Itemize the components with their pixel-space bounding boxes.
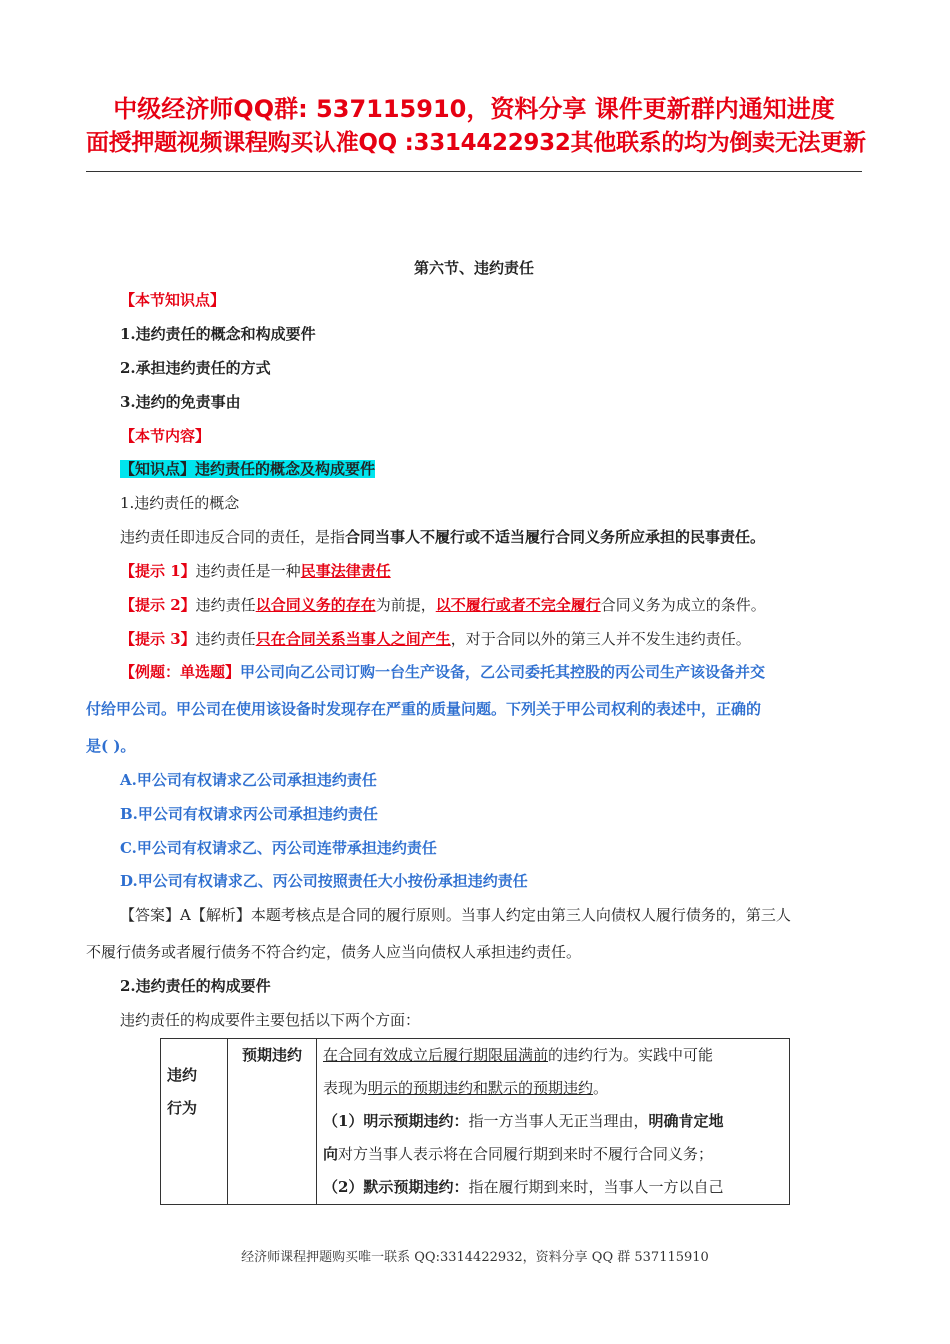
knowledge-point-2: 2.承担违约责任的方式 [120, 359, 271, 377]
knowledge-point-3: 3.违约的免责事由 [120, 393, 241, 411]
desc-2-text-1: 表现为 [323, 1079, 369, 1097]
desc-line-1 [323, 1039, 781, 1072]
definition-bold: 合同当事人不履行或不适当履行合同义务所应承担的民事责任。 [345, 528, 766, 546]
page-footer: 经济师课程押题购买唯一联系 QQ:3314422932，资料分享 QQ 群 537115910 [241, 1250, 709, 1265]
knowledge-point-1: 1.违约责任的概念和构成要件 [120, 325, 316, 343]
promo-banner [86, 92, 866, 160]
highlighted-heading: 【知识点】违约责任的概念及构成要件 [120, 460, 376, 478]
tip-1 [86, 560, 862, 582]
option-a: A.甲公司有权请求乙公司承担违约责任 [120, 771, 377, 789]
description-cell [317, 1039, 790, 1205]
definition-prefix: 违约责任即违反合同的责任，是指 [120, 528, 346, 546]
tip-2-text-1: 违约责任 [195, 596, 256, 614]
desc-3-bold-1: （1）明示预期违约： [323, 1112, 469, 1130]
desc-line-4 [323, 1138, 781, 1171]
example-question-line-3: 是( )。 [86, 737, 136, 755]
tip-2-text-3: 合同义务为成立的条件。 [600, 596, 766, 614]
desc-4-text: 对方当事人表示将在合同履行期到来时不履行合同义务； [338, 1145, 714, 1163]
desc-2-underlined: 明示的预期违约和默示的预期违约 [368, 1079, 594, 1097]
tip-2 [86, 594, 862, 616]
tip-2-text-2: 为前提， [375, 596, 436, 614]
option-b: B.甲公司有权请求丙公司承担违约责任 [120, 805, 378, 823]
tip-3-text-2: ，对于合同以外的第三人并不发生违约责任。 [450, 630, 751, 648]
content-heading: 【本节内容】 [120, 427, 211, 445]
desc-line-2 [323, 1072, 781, 1105]
category-cell [161, 1039, 228, 1205]
tip-2-underlined-1: 以合同义务的存在 [255, 596, 376, 614]
category-line-2: 行为 [167, 1099, 198, 1117]
desc-2-text-2: 。 [593, 1079, 609, 1097]
desc-5-bold: （2）默示预期违约： [323, 1178, 469, 1196]
banner-line-2: 面授押题视频课程购买认准QQ :3314422932其他联系的均为倒卖无法更新 [86, 130, 866, 156]
desc-4-bold: 向 [323, 1145, 339, 1163]
example-question-1: 甲公司向乙公司订购一台生产设备，乙公司委托其控股的丙公司生产该设备并交 [240, 663, 766, 681]
tip-3-text-1: 违约责任 [195, 630, 256, 648]
tip-1-text: 违约责任是一种 [195, 562, 301, 580]
tip-2-underlined-2: 以不履行或者不完全履行 [435, 596, 601, 614]
type-cell: 预期违约 [228, 1039, 317, 1205]
table-row [161, 1039, 790, 1205]
section-title: 第六节、违约责任 [413, 259, 534, 277]
example-question-line-2: 付给甲公司。甲公司在使用该设备时发现存在严重的质量问题。下列关于甲公司权利的表述中，正确的 [86, 700, 762, 718]
requirements-table [160, 1038, 790, 1205]
desc-line-5 [323, 1171, 781, 1204]
option-c: C.甲公司有权请求乙、丙公司连带承担违约责任 [120, 839, 437, 857]
tip-3 [86, 628, 862, 650]
tip-3-label: 【提示 3】 [120, 630, 196, 648]
example-question-line-1 [86, 661, 862, 683]
desc-1-text: 的违约行为。实践中可能 [548, 1046, 714, 1064]
subsection-1-title: 1.违约责任的概念 [120, 494, 240, 512]
knowledge-point-heading [86, 458, 862, 480]
banner-divider [86, 171, 862, 172]
subsection-2-title: 2.违约责任的构成要件 [120, 977, 271, 995]
tip-2-label: 【提示 2】 [120, 596, 196, 614]
category-line-1: 违约 [167, 1066, 198, 1084]
subsection-2-intro: 违约责任的构成要件主要包括以下两个方面： [120, 1011, 421, 1029]
tip-1-underlined: 民事法律责任 [300, 562, 391, 580]
desc-5-text: 指在履行期到来时，当事人一方以自己 [468, 1178, 724, 1196]
banner-line-1: 中级经济师QQ群: 537115910，资料分享 课件更新群内通知进度 [113, 95, 835, 123]
desc-3-bold-2: 明确肯定地 [648, 1112, 724, 1130]
desc-1-underlined: 在合同有效成立后履行期限届满前 [323, 1046, 549, 1064]
option-d: D.甲公司有权请求乙、丙公司按照责任大小按份承担违约责任 [120, 872, 528, 890]
knowledge-heading: 【本节知识点】 [120, 291, 226, 309]
definition-paragraph [86, 526, 862, 548]
desc-3-text: 指一方当事人无正当理由， [468, 1112, 649, 1130]
tip-3-underlined: 只在合同关系当事人之间产生 [255, 630, 451, 648]
example-label: 【例题：单选题】 [120, 663, 241, 681]
answer-line-1: 【答案】A【解析】本题考核点是合同的履行原则。当事人约定由第三人向债权人履行债务的，第三人 [120, 906, 791, 924]
answer-line-2: 不履行债务或者履行债务不符合约定，债务人应当向债权人承担违约责任。 [86, 943, 582, 961]
tip-1-label: 【提示 1】 [120, 562, 196, 580]
desc-line-3 [323, 1105, 781, 1138]
